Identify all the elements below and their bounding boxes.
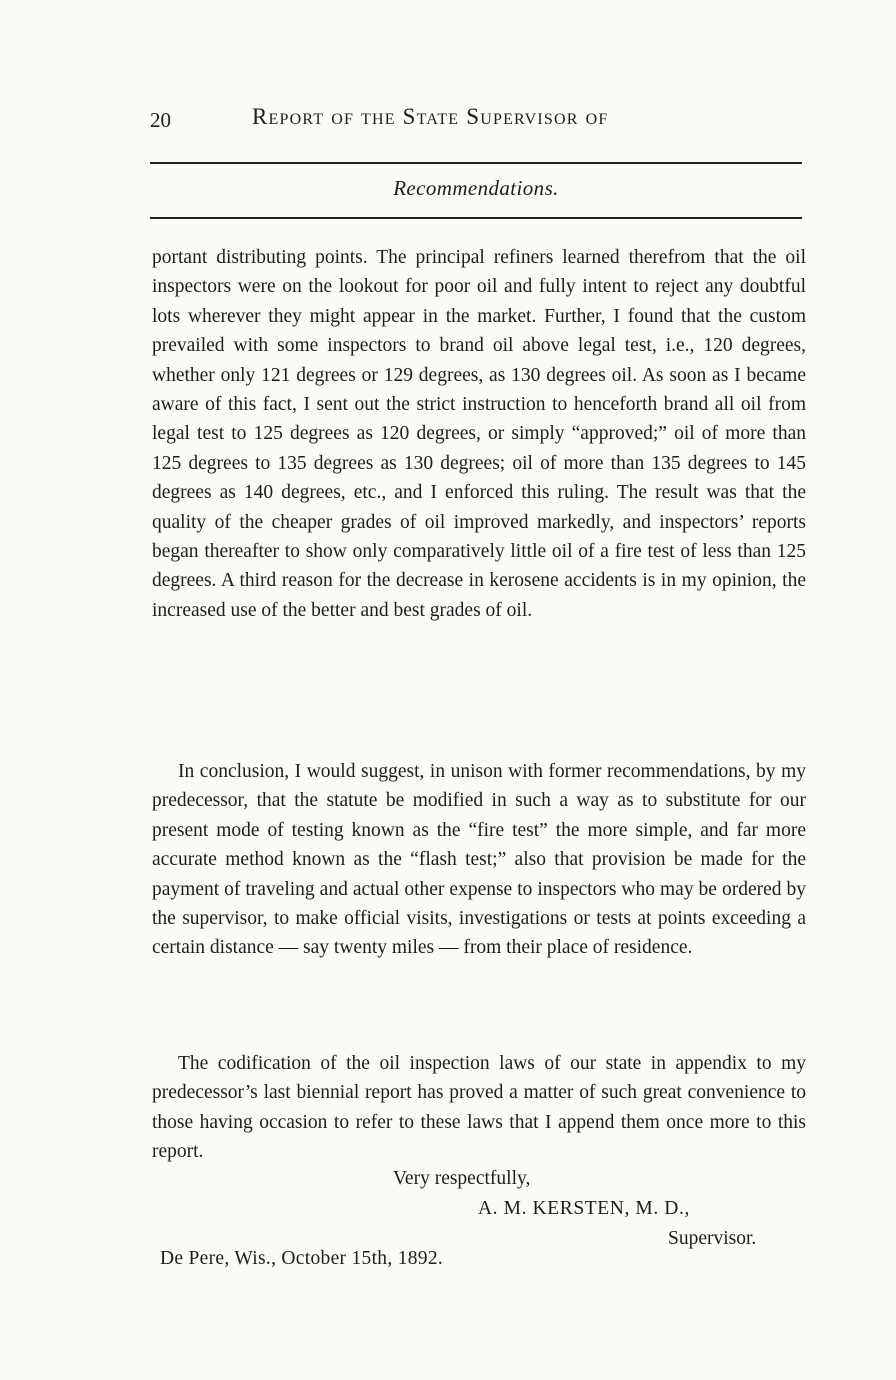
header-rule-top xyxy=(150,162,802,164)
paragraph-3: The codification of the oil inspection laws of our state in appendix to my predecessor’s last biennial report has proved a matter of such great convenience to those having occasion to refer to these laws that I append them once more to this report. xyxy=(152,1053,806,1163)
place-date: De Pere, Wis., October 15th, 1892. xyxy=(160,1248,444,1269)
running-head-title: Report of the State Supervisor of xyxy=(252,104,609,129)
header-rule-bottom xyxy=(150,217,802,219)
signer-title: Supervisor. xyxy=(668,1228,757,1249)
section-title: Recommendations. xyxy=(393,176,559,200)
page-number: 20 xyxy=(150,108,171,132)
sign-off: Very respectfully, xyxy=(393,1168,531,1189)
paragraph-1: portant distributing points. The principal refiners learned therefrom that the oil inspectors were on the lookout for poor oil and fully intent to reject any doubtful lots wherever they might appear in the market. Further, I found that the custom prevailed with some inspectors to brand oil above legal test, i.e., 120 degrees, whether only 121 degrees or 129 degrees, as 130 degrees oil. As soon as I became aware of this fact, I sent out the strict instruction to henceforth brand all oil from legal test to 125 degrees as 120 degrees, or simply “approved;” oil of more than 125 degrees to 135 degrees as 130 degrees; oil of more than 135 degrees to 145 degrees as 140 degrees, etc., and I enforced this ruling. The result was that the quality of the cheaper grades of oil improved markedly, and inspectors’ reports began thereafter to show only comparatively little oil of a fire test of less than 125 degrees. A third reason for the decrease in kerosene accidents is in my opinion, the increased use of the better and best grades of oil. xyxy=(152,247,806,621)
paragraph-2: In conclusion, I would suggest, in unison with former recommendations, by my predecessor, that the statute be modified in such a way as to substitute for our present mode of testing known as the “fire test” the more simple, and far more accurate method known as the “flash test;” also that provision be made for the payment of traveling and actual other expense to inspectors who may be ordered by the supervisor, to make official visits, investigations or tests at points exceeding a certain distance — say twenty miles — from their place of residence. xyxy=(152,761,806,959)
running-head xyxy=(150,104,710,134)
signer-name: A. M. KERSTEN, M. D., xyxy=(478,1198,690,1219)
